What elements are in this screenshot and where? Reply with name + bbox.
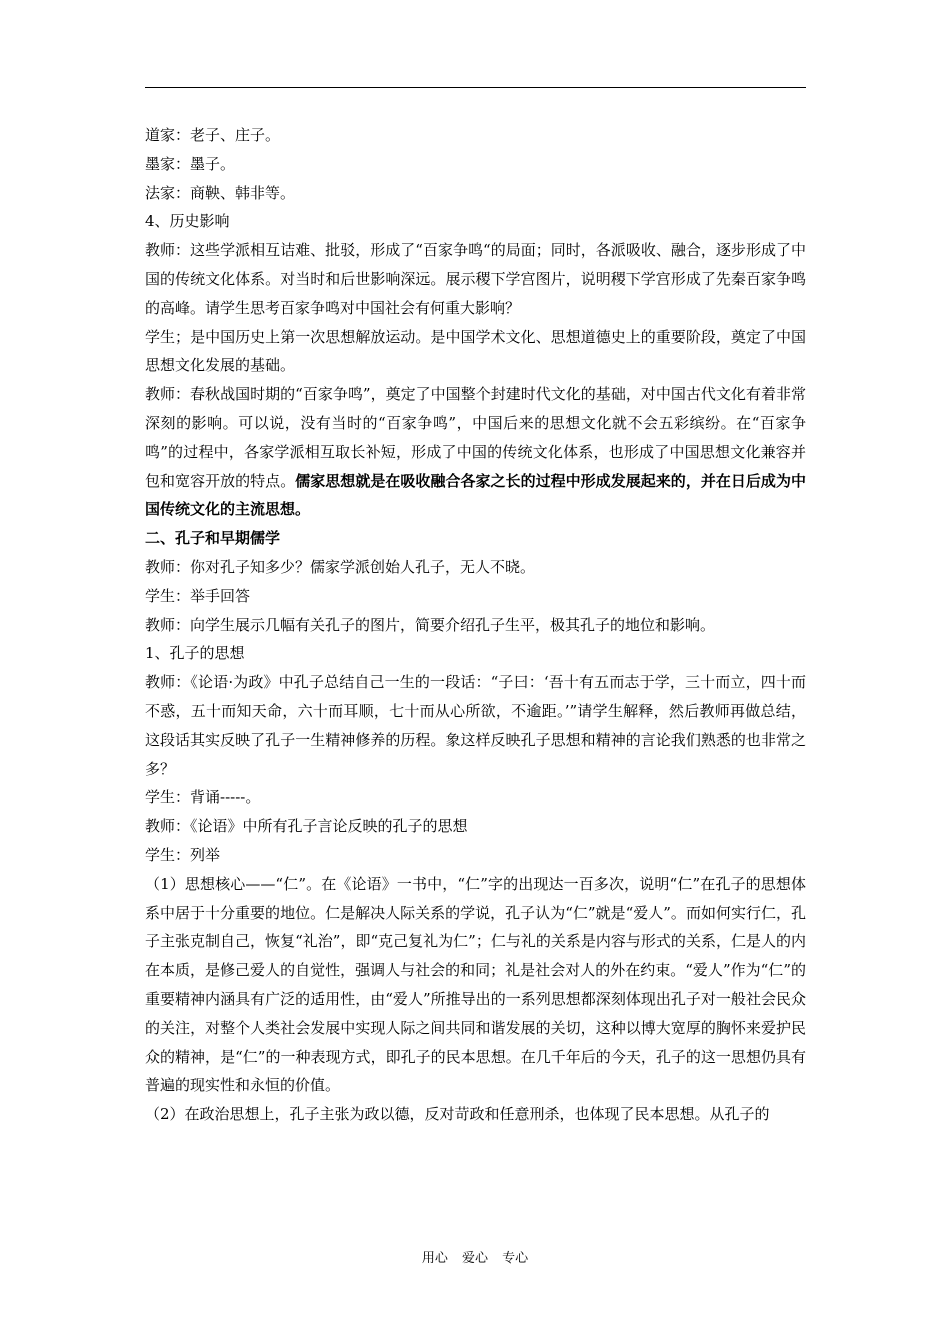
paragraph-student-2: 学生：举手回答 (145, 586, 251, 605)
paragraph-teacher-3: 教师：你对孔子知多少？儒家学派创始人孔子，无人不晓。 (145, 557, 536, 576)
footer-item: 爱心 (461, 1251, 488, 1266)
paragraph-teacher-1: 教师：这些学派相互诘难、批驳，形成了“百家争鸣“的局面；同时，各派吸收、融合，逐步形成了中国的传统文化体系。对当时和后世影响深远。展示稷下学宫图片，说明稷下学宫形成了先秦百家争鸣的高峰。请学生思考百家争鸣对中国社会有何重大影响？ (145, 241, 806, 317)
paragraph-teacher-6: 教师：《论语》中所有孔子言论反映的孔子的思想 (145, 817, 468, 836)
paragraph-mojia: 墨家：墨子。 (145, 154, 236, 173)
section-heading-confucius: 二、孔子和早期儒学 (145, 529, 281, 548)
paragraph-teacher-2-bold: 儒家思想就是在吸收融合各家之长的过程中形成发展起来的，并在日后成为中国传统文化的主流思想。 (145, 471, 806, 519)
footer-item: 用心 (421, 1251, 448, 1266)
header-rule (145, 87, 806, 88)
paragraph-teacher-5: 教师：《论语·为政》中孔子总结自己一生的一段话：“子曰：‘吾十有五而志于学，三十而立，四十而不惑，五十而知天命，六十而耳顺，七十而从心所欲，不逾距。’”请学生解释，然后教师再做总结，这段话其实反映了孔子一生精神修养的历程。象这样反映孔子思想和精神的言论我们熟悉的也非常之多？ (145, 673, 806, 778)
paragraph-fajia: 法家：商鞅、韩非等。 (145, 183, 296, 202)
paragraph-teacher-2 (145, 380, 806, 524)
document-body (145, 121, 806, 1129)
paragraph-teacher-2-text: 教师：春秋战国时期的“百家争鸣”，奠定了中国整个封建时代文化的基础，对中国古代文化有着非常深刻的影响。可以说，没有当时的“百家争鸣”，中国后来的思想文化就不会五彩缤纷。在“百家争鸣”的过程中，各家学派相互取长补短，形成了中国的传统文化体系，也形成了中国思想文化兼容并包和宽容开放的特点。 (145, 385, 806, 490)
section-heading-historical-influence: 4、历史影响 (145, 212, 230, 231)
paragraph-student-3: 学生：背诵-----。 (145, 788, 261, 807)
paragraph-student-4: 学生：列举 (145, 845, 221, 864)
paragraph-teacher-4: 教师：向学生展示几幅有关孔子的图片，简要介绍孔子生平，极其孔子的地位和影响。 (145, 615, 716, 634)
paragraph-student-1: 学生；是中国历史上第一次思想解放运动。是中国学术文化、思想道德史上的重要阶段，奠定了中国思想文化发展的基础。 (145, 327, 806, 375)
section-heading-confucius-thought: 1、孔子的思想 (145, 644, 245, 663)
page-footer (0, 1247, 950, 1266)
paragraph-ren-core: （1）思想核心——“仁”。在《论语》一书中，“仁”字的出现达一百多次，说明“仁”在孔子的思想体系中居于十分重要的地位。仁是解决人际关系的学说，孔子认为“仁”就是“爱人”。而如何实行仁，孔子主张克制自己，恢复“礼治”，即“克己复礼为仁”；仁与礼的关系是内容与形式的关系，仁是人的内在本质，是修己爱人的自觉性，强调人与社会的和同；礼是社会对人的外在约束。“爱人”作为“仁”的重要精神内涵具有广泛的适用性，由“爱人”所推导出的一系列思想都深刻体现出孔子对一般社会民众的关注，对整个人类社会发展中实现人际之间共同和谐发展的关切，这种以博大宽厚的胸怀来爱护民众的精神，是“仁”的一种表现方式，即孔子的民本思想。在几千年后的今天，孔子的这一思想仍具有普遍的现实性和永恒的价值。 (145, 874, 806, 1095)
paragraph-politics: （2）在政治思想上，孔子主张为政以德，反对苛政和任意刑杀，也体现了民本思想。从孔子的 (145, 1105, 770, 1124)
paragraph-daojia: 道家：老子、庄子。 (145, 126, 281, 144)
footer-item: 专心 (502, 1251, 529, 1266)
